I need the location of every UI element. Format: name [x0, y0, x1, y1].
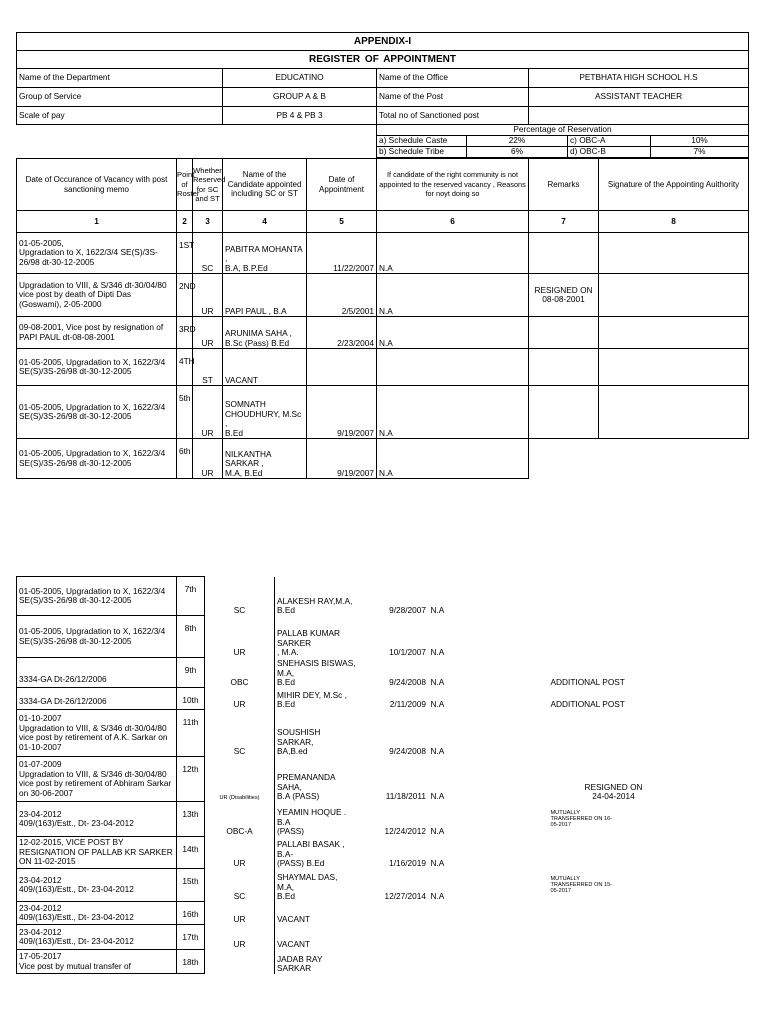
reason-cell: N.A — [377, 274, 529, 317]
reason-cell: N.A — [430, 858, 445, 868]
table-row — [17, 869, 679, 902]
col-number: 2 — [177, 211, 193, 233]
register-table-1 — [16, 158, 749, 479]
remarks-cell — [549, 710, 679, 757]
reason-cell: N.A — [430, 647, 445, 657]
point-cell: 15th — [177, 869, 205, 902]
reason-cell: N.A — [430, 891, 445, 901]
reserved-cell: ST — [193, 349, 223, 386]
candidate-name-cell: YEAMIN HOQUE . B.A (PASS) — [275, 802, 359, 837]
appointment-date-cell: 2/23/2004 — [307, 317, 377, 349]
reserved-cell: UR — [193, 439, 223, 479]
appointment-date-cell: 2/11/2009 — [389, 699, 426, 709]
remarks-cell — [529, 386, 599, 439]
col-header-vacancy: Date of Occurance of Vacancy with post sanctioning memo — [17, 159, 177, 211]
point-cell: 12th — [177, 757, 205, 802]
remarks-cell — [549, 950, 679, 974]
scale-label: Scale of pay — [17, 107, 223, 125]
vacancy-cell: 01-05-2005, Upgradation to X, 1622/3/4 SE(S)/3S-26/98 dt-30-12-2005 — [17, 233, 177, 274]
candidate-name-cell: ALAKESH RAY,M.A, B.Ed — [275, 577, 359, 616]
register-page-2 — [0, 576, 768, 974]
col-header-reason: If candidate of the right community is not appointed to the reserved vacancy , Reasons for noyt doing so — [377, 159, 529, 211]
reserved-cell: UR (Disabilities) — [205, 757, 275, 802]
table-row — [17, 902, 679, 925]
table-row — [17, 688, 679, 710]
register-title: REGISTER OF APPOINTMENT — [17, 51, 749, 69]
reserved-cell: UR — [205, 616, 275, 658]
register-rows-1 — [17, 233, 749, 479]
point-cell: 9th — [177, 658, 205, 688]
reason-cell: N.A — [377, 386, 529, 439]
point-cell: 8th — [177, 616, 205, 658]
sc-value: 22% — [467, 136, 568, 147]
table-row — [17, 837, 679, 869]
reason-cell — [429, 925, 549, 950]
table-row — [17, 950, 679, 974]
col-header-signature: Signature of the Appointing Auithority — [599, 159, 749, 211]
vacancy-cell: 23-04-2012 409/(163)/Estt., Dt- 23-04-2012 — [17, 802, 177, 837]
appointment-date-cell: 1/16/2019 — [389, 858, 426, 868]
candidate-name-cell: PREMANANDA SAHA, B.A (PASS) — [275, 757, 359, 802]
point-cell: 10th — [177, 688, 205, 710]
table-row — [17, 616, 679, 658]
candidate-name-cell: SHAYMAL DAS, M.A, B.Ed — [275, 869, 359, 902]
point-cell: 17th — [177, 925, 205, 950]
vacancy-cell: 12-02-2015, VICE POST BY RESIGNATION OF PALLAB KR SARKER ON 11-02-2015 — [17, 837, 177, 869]
reason-cell: N.A — [377, 233, 529, 274]
remarks-cell: RESIGNED ON 08-08-2001 — [529, 274, 599, 317]
reserved-cell: UR — [205, 925, 275, 950]
candidate-name-cell: SNEHASIS BISWAS, M.A, B.Ed — [275, 658, 359, 688]
dept-value: EDUCATINO — [223, 69, 377, 88]
reserved-cell: UR — [193, 317, 223, 349]
st-value: 6% — [467, 147, 568, 158]
remarks-cell: MUTUALLY TRANSFERRED ON 16- 05-2017 — [550, 809, 613, 829]
st-label: b) Schedule Tribe — [377, 147, 467, 158]
sanctioned-label: Total no of Sanctioned post — [377, 107, 529, 125]
candidate-name-cell: SOUSHISH SARKAR, BA,B.ed — [275, 710, 359, 757]
table-row — [17, 274, 749, 317]
remarks-cell — [529, 317, 599, 349]
signature-cell — [599, 317, 749, 349]
appointment-date-cell — [307, 349, 377, 386]
point-cell: 3RD — [177, 317, 193, 349]
candidate-name-cell: PAPI PAUL , B.A — [223, 274, 307, 317]
table-row — [17, 658, 679, 688]
col-header-point: Point of Roster — [177, 159, 193, 211]
appointment-date-cell: 9/19/2007 — [307, 386, 377, 439]
dept-label: Name of the Department — [17, 69, 223, 88]
col-number: 3 — [193, 211, 223, 233]
remarks-cell — [549, 577, 679, 616]
signature-cell — [599, 274, 749, 317]
reason-cell: N.A — [430, 605, 445, 615]
point-cell: 5th — [177, 386, 193, 439]
table-row — [17, 802, 679, 837]
point-cell: 13th — [177, 802, 205, 837]
appointment-date-cell: 11/22/2007 — [307, 233, 377, 274]
remarks-cell: ADDITIONAL POST — [550, 699, 625, 709]
col-number: 8 — [599, 211, 749, 233]
signature-cell — [599, 349, 749, 386]
vacancy-cell: 01-05-2005, Upgradation to X, 1622/3/4 SE(S)/3S-26/98 dt-30-12-2005 — [17, 349, 177, 386]
reserved-cell: UR — [193, 386, 223, 439]
reserved-cell: OBC — [205, 658, 275, 688]
vacancy-cell: 09-08-2001, Vice post by resignation of PAPI PAUL dt-08-08-2001 — [17, 317, 177, 349]
candidate-name-cell: PALLAB KUMAR SARKER , M.A. — [275, 616, 359, 658]
table-row — [17, 233, 749, 274]
sanctioned-value — [529, 107, 749, 125]
reserved-cell: SC — [193, 233, 223, 274]
vacancy-cell: 01-10-2007 Upgradation to VIII, & S/346 dt-30/04/80 vice post by retirement of A.K. Sarkar on 01-10-2007 — [17, 710, 177, 757]
col-number: 7 — [529, 211, 599, 233]
remarks-cell — [549, 837, 679, 869]
sc-label: a) Schedule Caste — [377, 136, 467, 147]
appointment-date-cell: 9/19/2007 — [307, 439, 377, 479]
vacancy-cell: 3334-GA Dt-26/12/2006 — [17, 658, 177, 688]
reason-cell — [377, 349, 529, 386]
remarks-cell: RESIGNED ON 24-04-2014 — [584, 781, 643, 801]
obca-value: 10% — [651, 136, 749, 147]
candidate-name-cell: PALLABI BASAK , B.A- (PASS) B.Ed — [275, 837, 359, 869]
appointment-date-cell: 11/18/2011 — [385, 791, 426, 801]
vacancy-cell: Upgradation to VIII, & S/346 dt-30/04/80 vice post by death of Dipti Das (Goswami), 2-05-2000 — [17, 274, 177, 317]
reserved-cell: SC — [205, 577, 275, 616]
candidate-name-cell: ARUNIMA SAHA , B.Sc (Pass) B.Ed — [223, 317, 307, 349]
register-page-1 — [0, 32, 768, 479]
reserved-cell: SC — [205, 710, 275, 757]
reason-cell — [429, 902, 549, 925]
remarks-cell — [529, 439, 599, 479]
appendix-title: APPENDIX-I — [17, 33, 749, 51]
candidate-name-cell: SOMNATH CHOUDHURY, M.Sc , B.Ed — [223, 386, 307, 439]
table-row — [17, 386, 749, 439]
col-header-remarks: Remarks — [529, 159, 599, 211]
reserved-cell: UR — [193, 274, 223, 317]
reason-cell: N.A — [377, 317, 529, 349]
remarks-cell — [529, 349, 599, 386]
reason-cell: N.A — [377, 439, 529, 479]
reserved-cell: SC — [205, 869, 275, 902]
obcb-value: 7% — [651, 147, 749, 158]
candidate-name-cell: JADAB RAY SARKAR — [275, 950, 359, 974]
vacancy-cell: 01-05-2005, Upgradation to X, 1622/3/4 SE(S)/3S-26/98 dt-30-12-2005 — [17, 577, 177, 616]
appointment-date-cell — [359, 925, 429, 950]
scale-value: PB 4 & PB 3 — [223, 107, 377, 125]
group-value: GROUP A & B — [223, 88, 377, 107]
reserved-cell: UR — [205, 688, 275, 710]
col-number: 6 — [377, 211, 529, 233]
appointment-date-cell — [359, 950, 429, 974]
appointment-date-cell — [359, 902, 429, 925]
col-header-name: Name of the Candidate appointed including SC or ST — [223, 159, 307, 211]
col-number: 5 — [307, 211, 377, 233]
remarks-cell — [549, 616, 679, 658]
vacancy-cell: 01-05-2005, Upgradation to X, 1622/3/4 SE(S)/3S-26/98 dt-30-12-2005 — [17, 386, 177, 439]
col-number: 4 — [223, 211, 307, 233]
reason-cell: N.A — [430, 677, 445, 687]
candidate-name-cell: PABITRA MOHANTA , B.A, B.P.Ed — [223, 233, 307, 274]
remarks-cell — [529, 233, 599, 274]
reserved-cell: OBC-A — [205, 802, 275, 837]
register-table-2 — [16, 576, 679, 974]
candidate-name-cell: VACANT — [275, 925, 359, 950]
table-row — [17, 577, 679, 616]
vacancy-cell: 01-05-2005, Upgradation to X, 1622/3/4 SE(S)/3S-26/98 dt-30-12-2005 — [17, 439, 177, 479]
appointment-date-cell: 10/1/2007 — [389, 647, 426, 657]
point-cell: 4TH — [177, 349, 193, 386]
table-row — [17, 710, 679, 757]
vacancy-cell: 23-04-2012 409/(163)/Estt., Dt- 23-04-2012 — [17, 925, 177, 950]
vacancy-cell: 23-04-2012 409/(163)/Estt., Dt- 23-04-2012 — [17, 902, 177, 925]
signature-cell — [599, 233, 749, 274]
reason-cell: N.A — [430, 699, 445, 709]
reason-cell — [429, 950, 549, 974]
point-cell: 14th — [177, 837, 205, 869]
remarks-cell: MUTUALLY TRANSFERRED ON 15- 05-2017 — [550, 875, 613, 895]
reserved-cell: UR — [205, 902, 275, 925]
reserved-cell — [205, 950, 275, 974]
col-number: 1 — [17, 211, 177, 233]
post-value: ASSISTANT TEACHER — [529, 88, 749, 107]
vacancy-cell: 01-05-2005, Upgradation to X, 1622/3/4 SE(S)/3S-26/98 dt-30-12-2005 — [17, 616, 177, 658]
reason-cell: N.A — [430, 791, 445, 801]
point-cell: 6th — [177, 439, 193, 479]
vacancy-cell: 3334-GA Dt-26/12/2006 — [17, 688, 177, 710]
office-value: PETBHATA HIGH SCHOOL H.S — [529, 69, 749, 88]
point-cell: 7th — [177, 577, 205, 616]
reason-cell: N.A — [430, 826, 445, 836]
remarks-cell — [549, 902, 679, 925]
reserved-cell: UR — [205, 837, 275, 869]
appointment-date-cell: 12/27/2014 — [384, 891, 426, 901]
office-label: Name of the Office — [377, 69, 529, 88]
point-cell: 11th — [177, 710, 205, 757]
point-cell: 2ND — [177, 274, 193, 317]
remarks-cell: ADDITIONAL POST — [550, 677, 625, 687]
appointment-date-cell: 2/5/2001 — [307, 274, 377, 317]
appointment-date-cell: 9/24/2008 — [389, 677, 426, 687]
vacancy-cell: 17-05-2017 Vice post by mutual transfer of — [17, 950, 177, 974]
signature-cell — [599, 439, 749, 479]
point-cell: 1ST — [177, 233, 193, 274]
remarks-cell — [549, 925, 679, 950]
candidate-name-cell: VACANT — [223, 349, 307, 386]
signature-cell — [599, 386, 749, 439]
table-row — [17, 439, 749, 479]
table-row — [17, 349, 749, 386]
appointment-date-cell: 9/24/2008 — [389, 746, 426, 756]
vacancy-cell: 01-07-2009 Upgradation to VIII, & S/346 dt-30/04/80 vice post by retirement of Abhiram Sarkar on 30-06-2007 — [17, 757, 177, 802]
col-header-date: Date of Appointment — [307, 159, 377, 211]
col-header-reserved: Whether Reserved for SC and ST — [193, 159, 223, 211]
vacancy-cell: 23-04-2012 409/(163)/Estt., Dt- 23-04-2012 — [17, 869, 177, 902]
post-label: Name of the Post — [377, 88, 529, 107]
appointment-date-cell: 9/28/2007 — [389, 605, 426, 615]
table-row — [17, 925, 679, 950]
blank-area — [17, 125, 377, 158]
obcb-label: d) OBC-B — [568, 147, 651, 158]
table-row — [17, 317, 749, 349]
candidate-name-cell: NILKANTHA SARKAR , M.A, B.Ed — [223, 439, 307, 479]
register-rows-2 — [17, 577, 679, 974]
point-cell: 18th — [177, 950, 205, 974]
reservation-heading: Percentage of Reservation — [377, 125, 749, 136]
appointment-date-cell: 12/24/2012 — [384, 826, 426, 836]
candidate-name-cell: VACANT — [275, 902, 359, 925]
obca-label: c) OBC-A — [568, 136, 651, 147]
header-table — [16, 32, 749, 158]
reason-cell: N.A — [430, 746, 445, 756]
candidate-name-cell: MIHIR DEY, M.Sc , B.Ed — [275, 688, 359, 710]
point-cell: 16th — [177, 902, 205, 925]
table-row — [17, 757, 679, 802]
group-label: Group of Service — [17, 88, 223, 107]
